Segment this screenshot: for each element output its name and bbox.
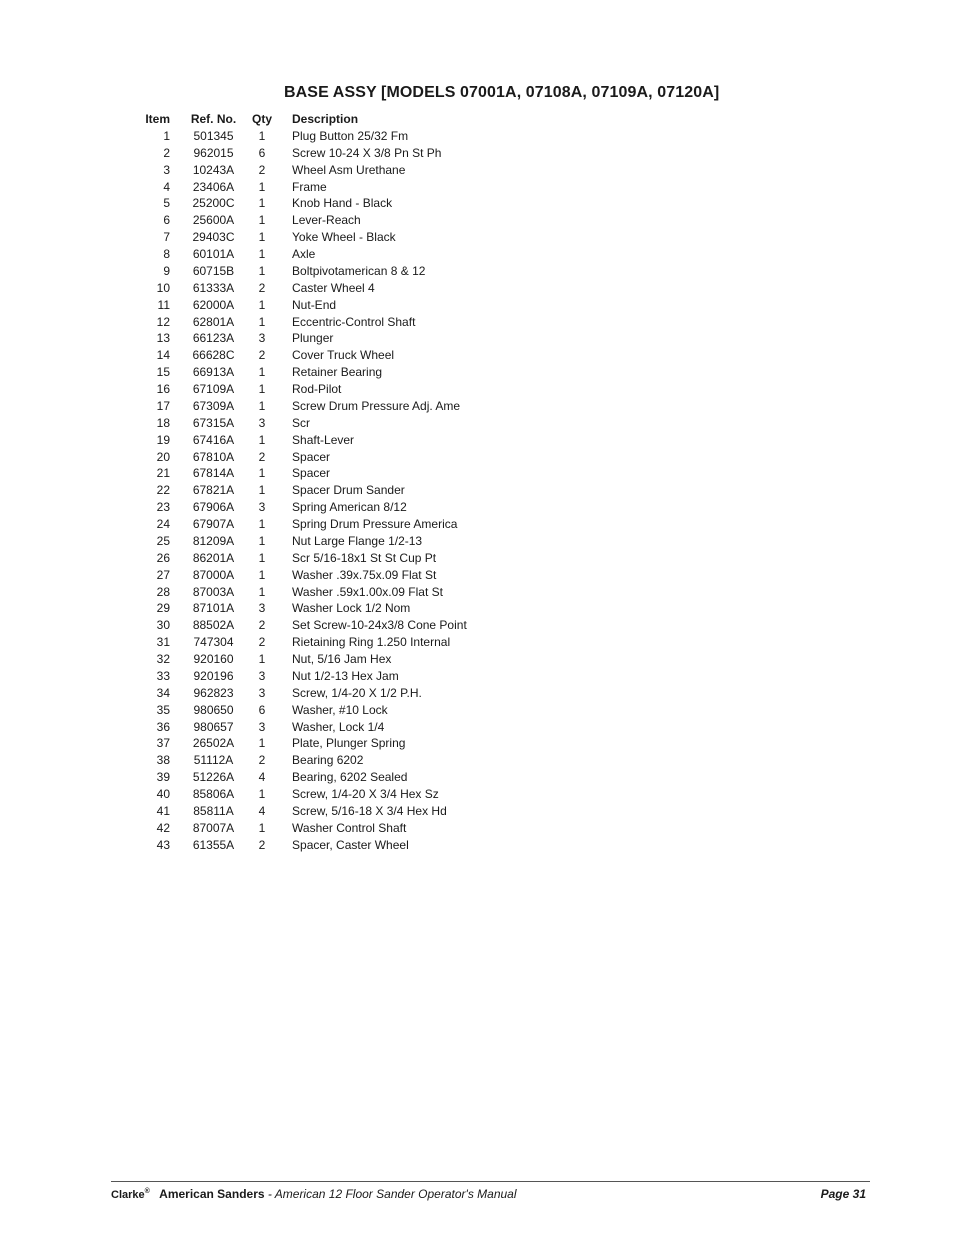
cell-item: 36 [156,719,170,734]
cell-item: 10 [156,280,170,295]
cell-item: 26 [156,550,170,565]
cell-item: 23 [156,500,170,515]
cell-qty: 1 [258,398,266,413]
cell-description: Plunger [292,331,334,346]
cell-qty: 4 [258,770,266,785]
cell-ref-no: 87000A [192,567,235,582]
cell-description: Screw, 1/4-20 X 1/2 P.H. [292,685,422,700]
table-row [140,617,467,634]
cell-ref-no: 87101A [192,601,235,616]
cell-qty: 2 [258,280,266,295]
cell-qty: 1 [258,247,266,261]
cell-ref-no: 962015 [193,145,234,160]
cell-description: Washer .39x.75x.09 Flat St [292,567,437,582]
table-row [140,263,467,280]
cell-description: Washer, #10 Lock [292,702,388,717]
cell-description: Set Screw-10-24x3/8 Cone Point [292,618,467,633]
cell-item: 7 [163,230,170,245]
cell-qty: 1 [258,196,266,211]
cell-qty: 2 [258,162,266,177]
cell-qty: 6 [258,702,266,717]
cell-qty: 1 [258,652,266,666]
cell-qty: 1 [258,230,266,245]
cell-description: Bearing, 6202 Sealed [292,770,408,785]
cell-ref-no: 67309A [192,398,235,413]
cell-ref-no: 501345 [193,128,234,143]
table-row [140,314,467,331]
cell-description: Lever-Reach [292,213,361,228]
cell-qty: 1 [258,297,266,312]
cell-qty: 1 [258,787,266,801]
cell-ref-no: 25600A [192,213,235,228]
cell-item: 41 [156,803,170,818]
cell-description: Nut, 5/16 Jam Hex [292,652,392,666]
cell-ref-no: 87003A [192,584,235,599]
cell-ref-no: 66913A [192,365,235,380]
cell-ref-no: 747304 [193,635,234,650]
cell-qty: 1 [258,382,266,396]
cell-item: 13 [156,331,170,346]
cell-ref-no: 88502A [192,618,235,633]
cell-item: 37 [156,736,170,751]
cell-description: Scr [292,415,311,430]
cell-qty: 1 [258,128,266,143]
cell-qty: 1 [258,550,266,565]
cell-item: 35 [156,702,170,717]
table-row [140,752,467,769]
table-row [140,449,467,466]
column-header-item: Item [145,112,170,126]
cell-description: Scr 5/16-18x1 St St Cup Pt [292,550,437,565]
table-row [140,482,467,499]
cell-description: Cover Truck Wheel [292,348,395,363]
table-row [140,786,467,803]
cell-item: 28 [156,584,170,599]
cell-qty: 6 [258,145,266,160]
cell-ref-no: 67906A [192,500,235,515]
cell-item: 32 [156,652,170,666]
table-row [140,381,467,398]
table-row [140,769,467,786]
cell-description: Screw, 5/16-18 X 3/4 Hex Hd [292,803,447,818]
cell-ref-no: 25200C [192,196,235,211]
column-header-qty: Qty [252,112,273,126]
cell-qty: 2 [258,635,266,650]
table-row [140,195,467,212]
cell-qty: 1 [258,517,266,531]
parts-table-body [140,128,467,854]
cell-description: Knob Hand - Black [292,196,393,211]
table-row [140,516,467,533]
cell-qty: 2 [258,618,266,633]
cell-item: 19 [156,432,170,447]
cell-item: 2 [163,145,170,160]
table-row [140,702,467,719]
cell-description: Shaft-Lever [292,432,355,447]
cell-qty: 1 [258,584,266,599]
table-row [140,567,467,584]
table-row [140,584,467,601]
cell-description: Nut-End [292,297,337,312]
cell-ref-no: 29403C [192,230,235,245]
cell-ref-no: 920196 [193,668,234,683]
table-row [140,651,467,668]
cell-ref-no: 51112A [193,753,234,768]
table-row [140,162,467,179]
table-row [140,364,467,381]
cell-description: Screw, 1/4-20 X 3/4 Hex Sz [292,787,439,801]
cell-description: Washer Lock 1/2 Nom [292,601,411,616]
cell-ref-no: 67810A [192,449,235,464]
cell-item: 12 [156,314,170,329]
cell-qty: 2 [258,348,266,363]
cell-qty: 1 [258,314,266,329]
cell-description: Nut Large Flange 1/2-13 [292,533,423,548]
cell-description: Spacer [292,466,331,481]
table-row [140,330,467,347]
cell-qty: 1 [258,483,266,498]
cell-item: 4 [163,179,170,194]
cell-item: 31 [156,635,170,650]
table-row [140,347,467,364]
cell-item: 24 [156,517,170,531]
cell-description: Yoke Wheel - Black [292,230,396,245]
table-row [140,280,467,297]
cell-item: 22 [156,483,170,498]
table-row [140,128,467,145]
cell-ref-no: 67109A [192,382,235,396]
cell-item: 21 [156,466,170,481]
cell-description: Plug Button 25/32 Fm [292,128,409,143]
cell-ref-no: 85806A [192,787,235,801]
cell-qty: 1 [258,820,266,835]
column-header-description: Description [292,112,359,126]
cell-description: Wheel Asm Urethane [292,162,406,177]
cell-description: Screw Drum Pressure Adj. Ame [292,398,461,413]
table-row [140,179,467,196]
cell-item: 39 [156,770,170,785]
cell-qty: 3 [258,415,266,430]
cell-item: 27 [156,567,170,582]
cell-ref-no: 60715B [192,263,235,278]
cell-description: Eccentric-Control Shaft [292,314,416,329]
cell-description: Washer .59x1.00x.09 Flat St [292,584,443,599]
footer-manual-info [111,1187,517,1201]
cell-ref-no: 67416A [192,432,235,447]
cell-qty: 3 [258,601,266,616]
cell-qty: 3 [258,331,266,346]
table-row [140,398,467,415]
table-row [140,533,467,550]
cell-description: Bearing 6202 [292,753,364,768]
cell-ref-no: 67907A [192,517,235,531]
cell-item: 16 [156,382,170,396]
cell-item: 43 [156,837,170,852]
table-row [140,246,467,263]
cell-ref-no: 962823 [193,685,234,700]
cell-item: 11 [157,297,170,312]
cell-ref-no: 85811A [193,803,234,818]
cell-item: 33 [156,668,170,683]
cell-description: Retainer Bearing [292,365,383,380]
cell-item: 3 [163,162,170,177]
cell-item: 20 [156,449,170,464]
cell-description: Caster Wheel 4 [292,280,375,295]
cell-item: 25 [156,533,170,548]
table-row [140,634,467,651]
cell-item: 14 [156,348,170,363]
table-row [140,229,467,246]
table-row [140,432,467,449]
cell-description: Rietaining Ring 1.250 Internal [292,635,451,650]
cell-ref-no: 81209A [192,533,235,548]
cell-ref-no: 66123A [192,331,235,346]
cell-ref-no: 67814A [192,466,235,481]
cell-qty: 2 [258,753,266,768]
cell-description: Washer, Lock 1/4 [292,719,385,734]
cell-qty: 1 [258,432,266,447]
cell-ref-no: 61355A [192,837,235,852]
parts-table [140,111,467,854]
cell-qty: 1 [258,365,266,380]
cell-ref-no: 920160 [193,652,234,666]
cell-item: 18 [156,415,170,430]
cell-item: 42 [156,820,170,835]
cell-qty: 3 [258,668,266,683]
cell-qty: 2 [258,837,266,852]
table-row [140,297,467,314]
cell-ref-no: 980650 [193,702,234,717]
cell-qty: 1 [258,466,266,481]
cell-item: 6 [163,213,170,228]
cell-qty: 3 [258,719,266,734]
cell-qty: 1 [258,263,266,278]
cell-ref-no: 60101A [192,247,235,261]
cell-description: Spacer, Caster Wheel [292,837,409,852]
cell-item: 9 [163,263,170,278]
cell-description: Frame [292,179,327,194]
table-row [140,820,467,837]
cell-ref-no: 62000A [192,297,235,312]
table-row [140,735,467,752]
cell-qty: 2 [258,449,266,464]
table-row [140,668,467,685]
table-row [140,499,467,516]
cell-item: 30 [156,618,170,633]
cell-qty: 3 [258,500,266,515]
registered-mark: ® [144,1188,150,1195]
cell-ref-no: 51226A [192,770,235,785]
cell-item: 8 [163,247,170,261]
cell-item: 5 [163,196,170,211]
cell-ref-no: 67315A [192,415,235,430]
table-row [140,719,467,736]
table-row [140,600,467,617]
cell-qty: 1 [258,533,266,548]
cell-description: Washer Control Shaft [292,820,407,835]
cell-qty: 1 [258,213,266,228]
cell-qty: 1 [258,736,266,751]
cell-ref-no: 61333A [192,280,235,295]
cell-description: Axle [292,247,316,261]
table-row [140,465,467,482]
cell-ref-no: 23406A [192,179,235,194]
table-row [140,550,467,567]
footer-company: American Sanders [159,1187,265,1201]
table-row [140,685,467,702]
footer-manual-title: - American 12 Floor Sander Operator's Manual [264,1187,517,1201]
table-row [140,837,467,854]
cell-ref-no: 66628C [192,348,235,363]
cell-description: Rod-Pilot [292,382,342,396]
table-row [140,145,467,162]
cell-qty: 3 [258,685,266,700]
cell-qty: 1 [258,567,266,582]
cell-item: 29 [156,601,170,616]
cell-ref-no: 980657 [193,719,234,734]
cell-item: 15 [156,365,170,380]
table-row [140,212,467,229]
cell-ref-no: 26502A [192,736,235,751]
cell-qty: 1 [258,179,266,194]
cell-ref-no: 87007A [192,820,235,835]
cell-description: Plate, Plunger Spring [292,736,406,751]
footer-brand: Clarke [111,1189,145,1201]
column-header-ref-no: Ref. No. [190,112,237,126]
cell-item: 17 [156,398,170,413]
cell-description: Screw 10-24 X 3/8 Pn St Ph [292,145,442,160]
table-row [140,803,467,820]
cell-description: Spacer Drum Sander [292,483,405,498]
cell-ref-no: 10243A [192,162,235,177]
cell-item: 1 [163,128,170,143]
table-row [140,415,467,432]
cell-item: 34 [156,685,170,700]
footer-divider [111,1181,870,1182]
table-header-row [140,111,467,128]
cell-item: 40 [156,787,170,801]
cell-ref-no: 86201A [192,550,235,565]
page-number: Page 31 [820,1187,866,1201]
cell-description: Boltpivotamerican 8 & 12 [292,263,426,278]
cell-description: Nut 1/2-13 Hex Jam [292,668,399,683]
page-title: BASE ASSY [MODELS 07001A, 07108A, 07109A, 07120A] [284,84,720,101]
cell-description: Spring Drum Pressure America [292,517,458,531]
cell-qty: 4 [258,803,266,818]
cell-description: Spring American 8/12 [292,500,407,515]
cell-ref-no: 67821A [192,483,235,498]
cell-item: 38 [156,753,170,768]
cell-description: Spacer [292,449,331,464]
cell-ref-no: 62801A [192,314,235,329]
